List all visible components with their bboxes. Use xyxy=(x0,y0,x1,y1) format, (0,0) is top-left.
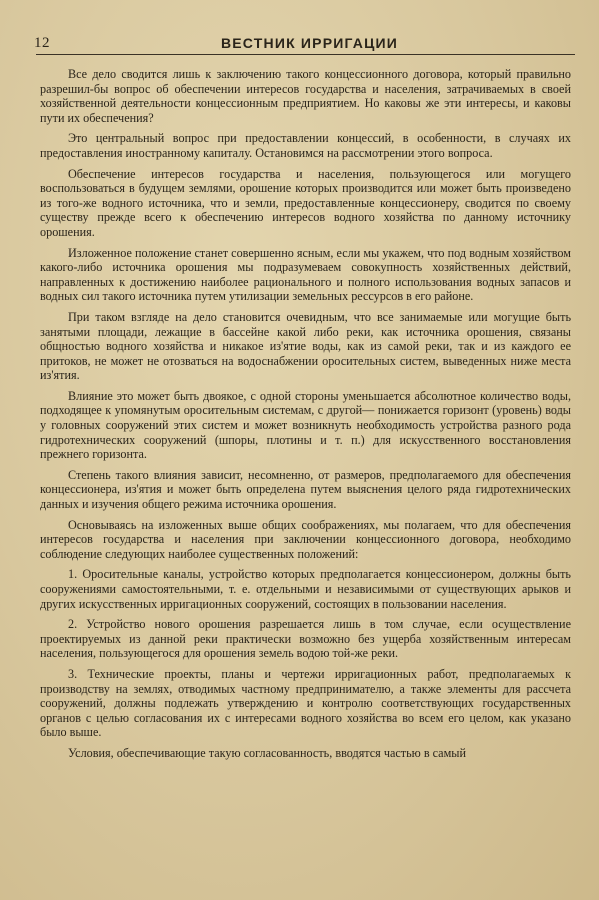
journal-title: ВЕСТНИК ИРРИГАЦИИ xyxy=(220,35,399,51)
paragraph: Условия, обеспечивающие такую согласованность, вводятся частью в самый xyxy=(68,745,467,760)
paragraph: Обеспечение интересов государства и населения, пользующегося или могущего воспользоваться в будущем землями, орошение которых производится или может быть произведено из того-же водного источника, что и земли, предоставленные концессионеру, сводится по своему существу прежде всего к обеспечению интересов водного хозяйства по данному источнику орошения. xyxy=(40,166,571,239)
page-number: 12 xyxy=(34,35,50,51)
list-item-2: 2. Устройство нового орошения разрешается лишь в том случае, если осуществление проектируемых из данной реки практически возможно без ущерба хозяйственным интересам населения, пользующегося для орошения земель водою той-же реки. xyxy=(40,617,571,661)
paragraph: Степень такого влияния зависит, несомненно, от размеров, предполагаемого для обеспечения концессионера, из'ятия и может быть определена путем выяснения целого ряда гидротехнических данных и изучения общего режима источника орошения. xyxy=(40,467,571,512)
paragraph: Изложенное положение станет совершенно ясным, если мы укажем, что под водным хозяйством какого-либо источника орошения мы подразумеваем совокупность хозяйственных действий, направленных к достижению наиболее рационального и полного использования водных запасов и водных сил такого источника путем утилизации земельных рессурсов в его районе. xyxy=(40,245,571,304)
list-item-3: 3. Технические проекты, планы и чертежи ирригационных работ, предполагаемых к производству на землях, отводимых частному предпринимателю, а также элементы для рассчета сооружений, должны подлежать утверждению и контролю соответствующих государственных органов с целью согласования их с интересами водного хозяйства во всем его целом, как указано было выше. xyxy=(40,666,571,740)
paragraph: Основываясь на изложенных выше общих соображениях, мы полагаем, что для обеспечения интересов государства и населения при заключении концессионного договора, необходимо соблюдение следующих наиболее существенных положений: xyxy=(40,517,571,561)
list-item-1: 1. Оросительные каналы, устройство которых предполагается концессионером, должны быть сооружениями самостоятельными, т. е. отдельными и независимыми от существующих арыков и других искусственных ирригационных сооружений, состоящих в пользовании населения. xyxy=(40,567,571,611)
paragraph: Это центральный вопрос при предоставлении концессий, в особенности, в случаях их предоставления иностранному капиталу. Остановимся на рассмотрении этого вопроса. xyxy=(40,131,571,160)
article-body xyxy=(40,67,571,767)
paragraph: Все дело сводится лишь к заключению такого концессионного договора, который правильно разрешил-бы вопрос об обеспечении интересов государства и населения, затрачиваемых в своей хозяйственной деятельности концессионным предприятием. Но каковы же эти интересы, и каковы пути их обеспечения? xyxy=(40,67,571,125)
paragraph: При таком взгляде на дело становится очевидным, что все занимаемые или могущие быть занятыми площади, лежащие в бассейне какой либо реки, как источника орошения, связаны общностью водного хозяйства и никакое из'ятие воды, как из самой реки, так и из каждого ее притоков, не может не отозваться на водоснабжении оросительных систем, выведенных ниже места из'ятия. xyxy=(40,309,571,383)
header-rule xyxy=(36,54,575,55)
paragraph: Влияние это может быть двоякое, с одной стороны уменьшается абсолютное количество воды, подходящее к упомянутым оросительным системам, с другой— понижается горизонт (уровень) воды у головных сооружений этих систем и может возникнуть необходимость устройства разного рода гидротехнических сооружений (шпоры, плотины и т. п.) для искусственного восстановления прежнего горизонта. xyxy=(40,388,571,462)
